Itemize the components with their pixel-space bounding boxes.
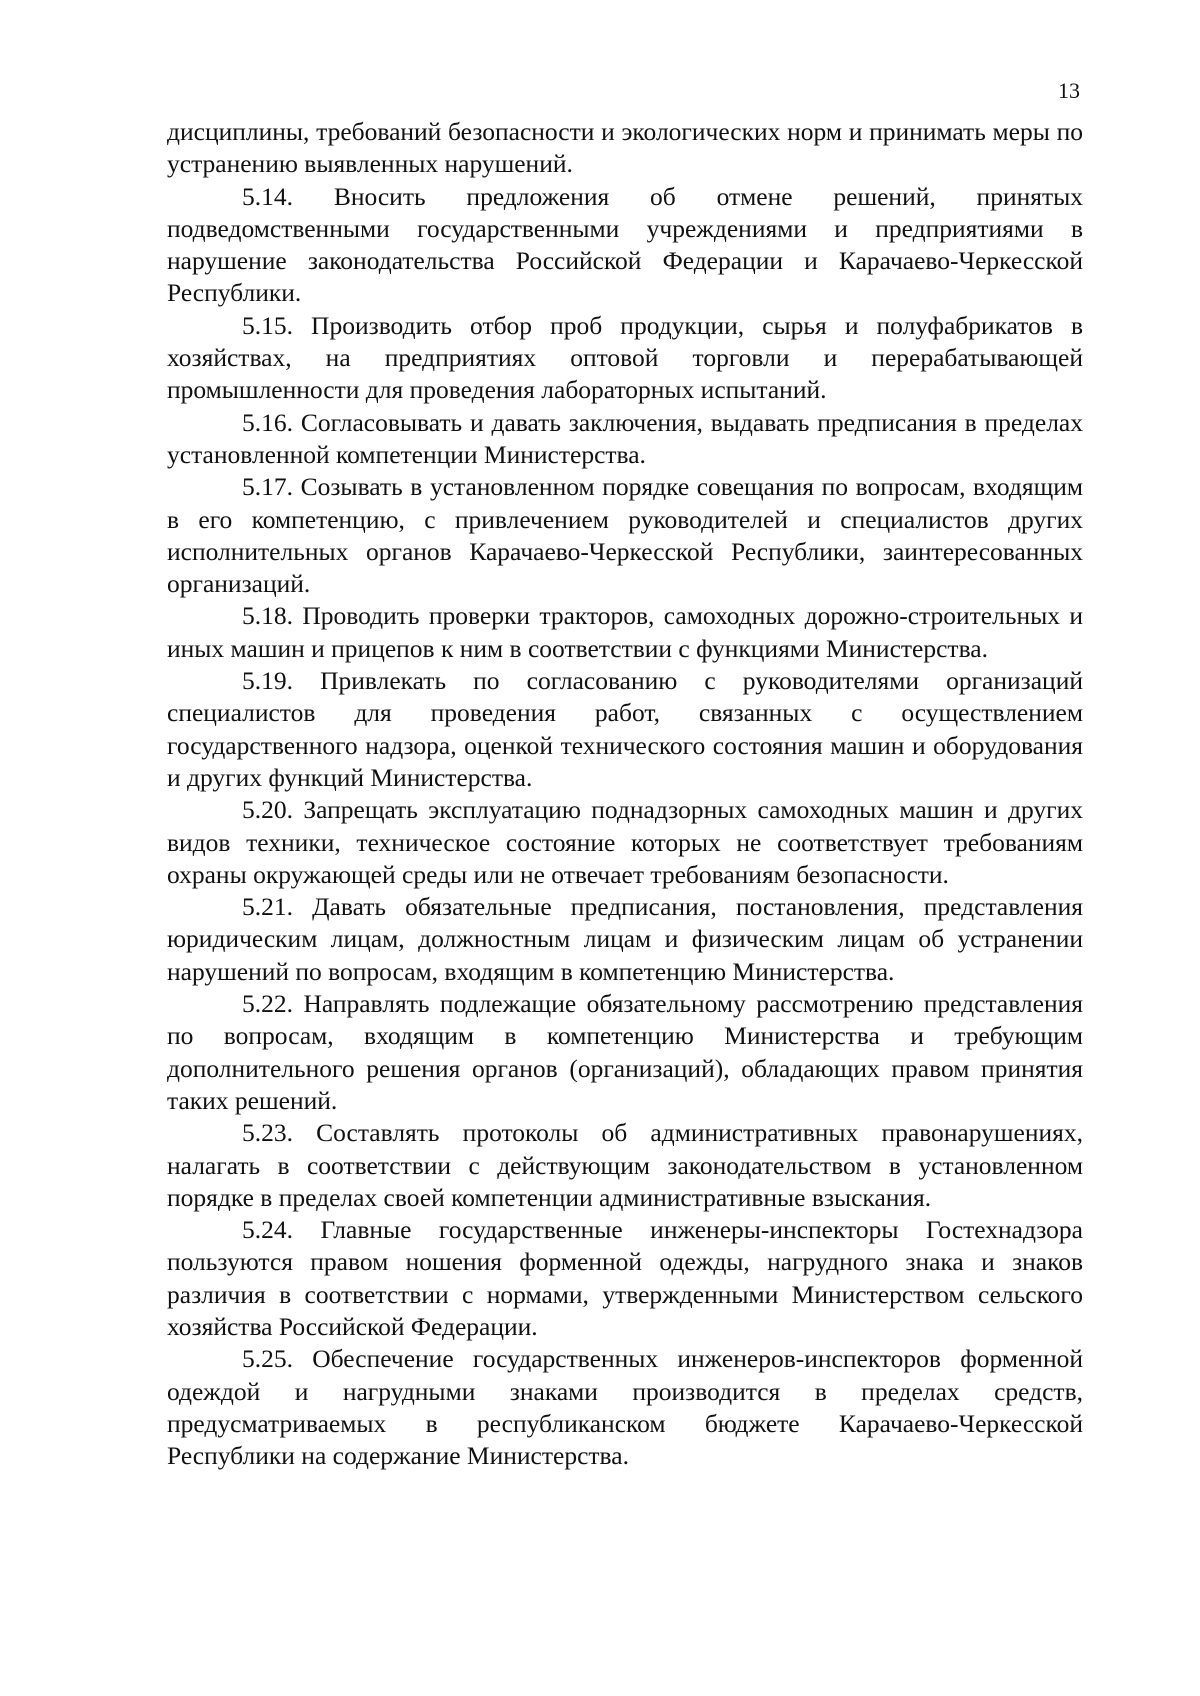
paragraph-5-22: 5.22. Направлять подлежащие обязательному рассмотрению представления по вопросам, входящим в компетенцию Министерства и требующим дополнительного решения органов (организаций), обладающих правом принятия таких решений. — [167, 989, 1083, 1115]
paragraph-5-20: 5.20. Запрещать эксплуатацию поднадзорных самоходных машин и других видов техники, техническое состояние которых не соответствует требованиям охраны окружающей среды или не отвечает требованиям безопасности. — [167, 795, 1083, 889]
page-number: 13 — [1058, 78, 1080, 103]
paragraph-5-15: 5.15. Производить отбор проб продукции, сырья и полуфабрикатов в хозяйствах, на предприятиях оптовой торговли и перерабатывающей промышленности для проведения лабораторных испытаний. — [167, 310, 1083, 405]
paragraph-5-18: 5.18. Проводить проверки тракторов, самоходных дорожно-строительных и иных машин и прицепов к ним в соответствии с функциями Министерства. — [167, 601, 1083, 663]
paragraph-5-23: 5.23. Составлять протоколы об административных правонарушениях, налагать в соответствии с действующим законодательством в установленном порядке в пределах своей компетенции административные взыскания. — [167, 1118, 1083, 1212]
paragraph-5-24: 5.24. Главные государственные инженеры-инспекторы Гостехнадзора пользуются правом ношения форменной одежды, нагрудного знака и знаков различия в соответствии с нормами, утвержденными Министерством сельского хозяйства Российской Федерации. — [167, 1215, 1083, 1341]
paragraph-5-21: 5.21. Давать обязательные предписания, постановления, представления юридическим лицам, должностным лицам и физическим лицам об устранении нарушений по вопросам, входящим в компетенцию Министерства. — [167, 892, 1083, 986]
document-body — [167, 116, 1083, 1472]
paragraph-5-16: 5.16. Согласовывать и давать заключения, выдавать предписания в пределах установленной компетенции Министерства. — [167, 407, 1083, 469]
paragraph-continuation: дисциплины, требований безопасности и экологических норм и принимать меры по устранению выявленных нарушений. — [167, 117, 1083, 179]
paragraph-5-14: 5.14. Вносить предложения об отмене решений, принятых подведомственными государственными учреждениями и предприятиями в нарушение законодательства Российской Федерации и Карачаево-Черкесской Республики. — [167, 181, 1083, 308]
paragraph-5-19: 5.19. Привлекать по согласованию с руководителями организаций специалистов для проведения работ, связанных с осуществлением государственного надзора, оценкой технического состояния машин и оборудования и других функций Министерства. — [167, 666, 1083, 792]
paragraph-5-25: 5.25. Обеспечение государственных инженеров-инспекторов форменной одеждой и нагрудными знаками производится в пределах средств, предусматриваемых в республиканском бюджете Карачаево-Черкесской Республики на содержание Министерства. — [167, 1344, 1083, 1471]
paragraph-5-17: 5.17. Созывать в установленном порядке совещания по вопросам, входящим в его компетенцию, с привлечением руководителей и специалистов других исполнительных органов Карачаево-Черкесской Республики, заинтересованных организаций. — [167, 472, 1083, 599]
